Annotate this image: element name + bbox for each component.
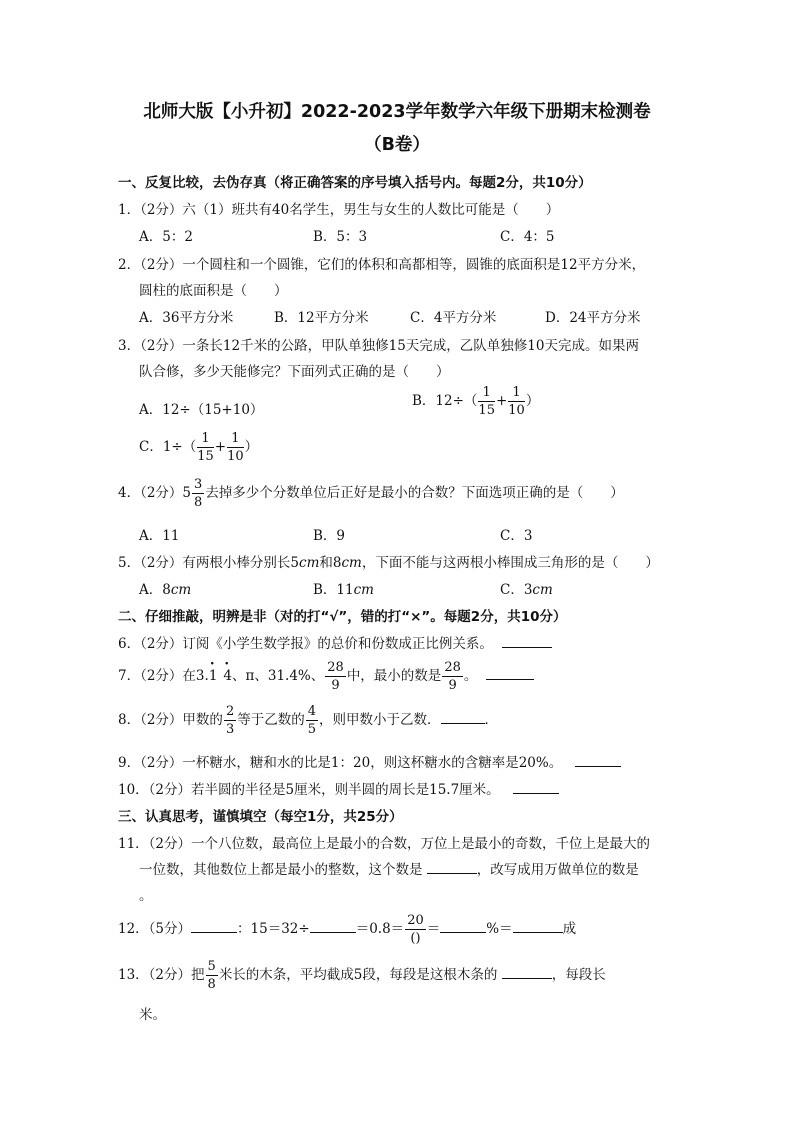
section-2-heading: 二、仔细推敲，明辨是非（对的打“√”，错的打“×”。每题2分，共10分） <box>118 609 567 625</box>
section-3-heading: 三、认真思考，谨慎填空（每空1分，共25分） <box>118 809 403 825</box>
section-1-heading: 一、反复比较，去伪存真（将正确答案的序号填入括号内。每题2分，共10分） <box>118 175 592 191</box>
denominator: 15 <box>197 449 214 464</box>
q4-option-b: B．9 <box>313 528 346 544</box>
repeating-digit: · 1 <box>209 668 218 684</box>
q5-option-c <box>500 578 553 598</box>
q1-option-a: A．5：2 <box>139 229 193 245</box>
q12-prefix: 12．（5分） <box>118 921 192 937</box>
question-6 <box>118 632 552 652</box>
q2-option-b: B．12平方分米 <box>274 310 369 326</box>
q8-end: ． <box>484 712 498 728</box>
denominator: 5 <box>307 722 316 737</box>
question-4 <box>118 478 624 509</box>
unit-cm: cm <box>353 582 374 598</box>
q8-text: ，则甲数小于乙数． <box>319 712 441 728</box>
answer-blank[interactable] <box>440 920 486 933</box>
numerator: 3 <box>194 477 203 492</box>
q11-text-a: 一位数，其他数位上都是最小的整数，这个数是 <box>139 862 423 878</box>
q4-option-c: C．3 <box>500 528 533 544</box>
q11-text-b: ，改写成用万做单位的数是 <box>476 862 639 878</box>
q1-option-c: C．4：5 <box>500 229 555 245</box>
option-value: C．3 <box>500 582 533 598</box>
q12-part: ：15＝32÷ <box>237 921 310 937</box>
option-value: A．8 <box>139 582 171 598</box>
answer-blank[interactable] <box>191 920 237 933</box>
denominator: 15 <box>478 403 495 418</box>
q9-text: 9．（2分）一杯糖水，糖和水的比是1：20，则这杯糖水的含糖率是20%。 <box>118 755 563 771</box>
fraction <box>227 432 244 463</box>
question-11-line-1: 11．（2分）一个八位数，最高位上是最小的合数，万位上是最小的奇数，千位上是最大的 <box>118 836 651 852</box>
question-1: 1．（2分）六（1）班共有40名学生，男生与女生的人数比可能是（ ） <box>118 202 560 218</box>
denominator: () <box>410 931 421 946</box>
q3-c-prefix: C．1÷（ <box>139 439 197 455</box>
answer-blank[interactable] <box>310 920 356 933</box>
denominator: 3 <box>225 722 235 737</box>
fraction <box>508 386 525 417</box>
question-3-line-1: 3．（2分）一条长12千米的公路，甲队单独修15天完成，乙队单独修10天完成。如果两 <box>118 338 639 354</box>
unit-cm: cm <box>299 555 320 571</box>
q12-part: 成 <box>562 921 577 937</box>
q3-option-b <box>412 386 539 417</box>
numerator: 28 <box>327 660 344 675</box>
fraction <box>224 705 236 736</box>
fraction <box>197 432 214 463</box>
q1-option-b: B．5：3 <box>313 229 368 245</box>
answer-blank[interactable] <box>441 711 485 724</box>
question-10 <box>118 778 559 798</box>
q13-prefix: 13．（2分）把 <box>118 967 205 983</box>
unit-cm: cm <box>532 582 553 598</box>
q3-c-suffix: ） <box>244 439 259 455</box>
answer-blank[interactable] <box>502 966 552 979</box>
q8-mid: 等于乙数的 <box>237 712 305 728</box>
question-8 <box>118 705 498 736</box>
answer-blank[interactable] <box>486 667 534 680</box>
q4-prefix: 4．（2分）5 <box>118 485 192 501</box>
numerator: 20 <box>407 913 424 928</box>
plus-sign: + <box>495 393 508 409</box>
q12-part: %＝ <box>486 921 513 937</box>
fraction <box>478 386 495 417</box>
option-value: B．11 <box>313 582 354 598</box>
question-12 <box>118 914 576 945</box>
q12-part: ＝0.8＝ <box>355 921 405 937</box>
answer-blank[interactable] <box>513 781 559 794</box>
q5-mid: 和8 <box>319 555 342 571</box>
q2-option-d: D．24平方分米 <box>545 310 641 326</box>
question-5 <box>118 551 659 571</box>
fraction <box>306 705 318 736</box>
q7-mid2: 中，最小的数是 <box>346 668 442 684</box>
q2-option-a: A．36平方分米 <box>139 310 234 326</box>
q4-option-a: A．11 <box>139 528 180 544</box>
fraction <box>442 661 463 692</box>
denominator: 9 <box>448 678 457 693</box>
q13-text: 米长的木条，平均截成5段，每段是这根木条的 <box>218 967 498 983</box>
answer-blank[interactable] <box>513 920 563 933</box>
q3-option-a: A．12÷（15+10） <box>139 402 264 418</box>
q3-option-c <box>139 432 258 463</box>
page-title: 北师大版【小升初】2022-2023学年数学六年级下册期末检测卷 <box>143 102 651 122</box>
question-2-line-1: 2．（2分）一个圆柱和一个圆锥，它们的体积和高都相等，圆锥的底面积是12平方分米， <box>118 257 646 273</box>
question-13-line-2: 米。 <box>139 1007 166 1023</box>
q8-prefix: 8．（2分）甲数的 <box>118 712 223 728</box>
question-9 <box>118 751 621 771</box>
numerator: 2 <box>225 704 235 719</box>
q12-part: ＝ <box>426 921 441 937</box>
question-7 <box>118 661 534 692</box>
fraction <box>206 960 218 991</box>
denominator: 8 <box>194 495 203 510</box>
fraction <box>325 661 346 692</box>
denominator: 9 <box>331 678 340 693</box>
q7-prefix: 7．（2分）在3. <box>118 668 209 684</box>
answer-blank[interactable] <box>502 635 552 648</box>
q7-end: 。 <box>463 668 478 684</box>
numerator: 4 <box>307 704 316 719</box>
fraction <box>192 478 204 509</box>
q7-mid: 、π、31.4%、 <box>232 668 325 684</box>
answer-blank[interactable] <box>427 861 477 874</box>
q5-option-b <box>313 578 374 598</box>
q6-text: 6．（2分）订阅《小学生数学报》的总价和份数成正比例关系。 <box>118 636 493 652</box>
unit-cm: cm <box>170 582 192 598</box>
numerator: 1 <box>227 432 244 448</box>
question-11-line-3: 。 <box>139 888 153 904</box>
q3-b-prefix: B．12÷（ <box>412 393 478 409</box>
question-3-line-2: 队合修，多少天能修完？下面列式正确的是（ ） <box>139 364 450 380</box>
q5-prefix: 5．（2分）有两根小棒分别长5 <box>118 555 300 571</box>
q5-option-a <box>139 578 191 598</box>
q10-text: 10．（2分）若半圆的半径是5厘米，则半圆的周长是15.7厘米。 <box>118 782 500 798</box>
q13-text-b: ，每段长 <box>551 967 606 983</box>
question-11-line-2 <box>139 858 639 878</box>
q2-option-c: C．4平方分米 <box>410 310 497 326</box>
numerator: 1 <box>197 432 214 448</box>
question-13 <box>118 960 606 991</box>
fraction <box>405 914 426 945</box>
page-subtitle: （B卷） <box>364 135 430 155</box>
question-2-line-2: 圆柱的底面积是（ ） <box>139 283 288 299</box>
plus-sign: + <box>214 439 227 455</box>
denominator: 10 <box>508 403 525 418</box>
denominator: 8 <box>207 977 216 992</box>
numerator: 1 <box>508 386 525 402</box>
q5-text: ，下面不能与这两根小棒围成三角形的是（ ） <box>361 555 659 571</box>
q4-text: 去掉多少个分数单位后正好是最小的合数？下面选项正确的是（ ） <box>205 485 624 501</box>
answer-blank[interactable] <box>575 754 621 767</box>
numerator: 5 <box>207 959 216 974</box>
numerator: 1 <box>478 386 495 402</box>
denominator: 10 <box>227 449 244 464</box>
repeating-digit: · 4 <box>223 668 232 684</box>
q3-b-suffix: ） <box>525 393 540 409</box>
numerator: 28 <box>444 660 461 675</box>
unit-cm: cm <box>341 555 362 571</box>
